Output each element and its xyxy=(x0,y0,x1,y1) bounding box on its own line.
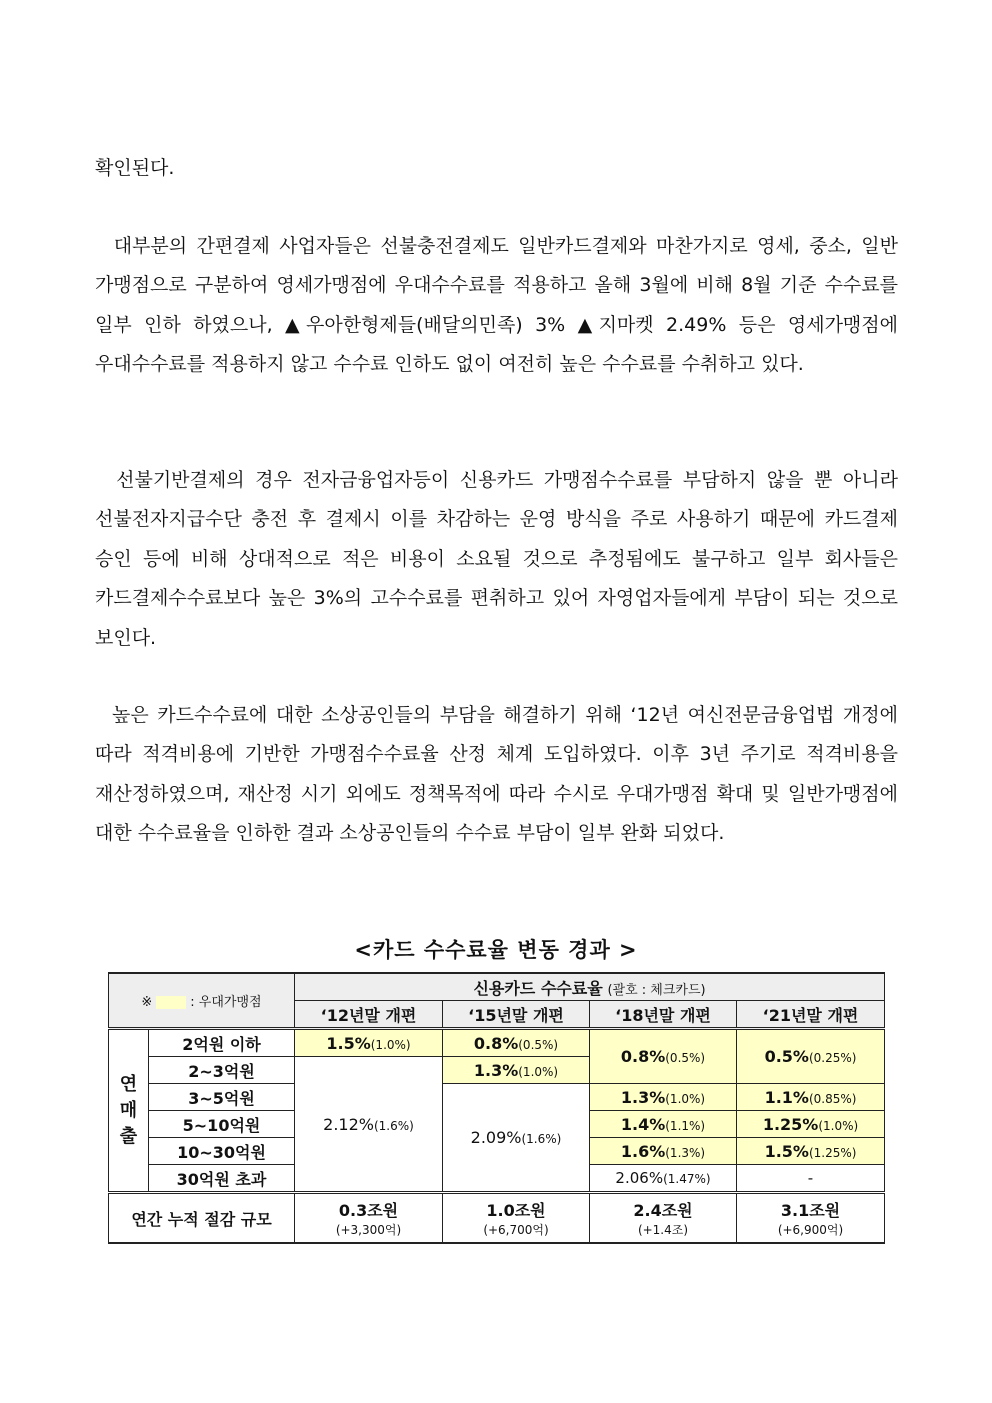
table-cell: 2.06%(1.47%) xyxy=(590,1165,737,1193)
table-cell: 1.4%(1.1%) xyxy=(590,1111,737,1138)
legend-label: : 우대가맹점 xyxy=(190,995,262,1010)
table-cell: 0.5%(0.25%) xyxy=(737,1029,885,1084)
table-cell: 1.5%(1.0%) xyxy=(295,1029,443,1057)
savings-cell: 2.4조원 (+1.4조) xyxy=(590,1193,737,1244)
table-cell: 1.5%(1.25%) xyxy=(737,1138,885,1165)
legend-mark: ※ xyxy=(141,995,153,1010)
table-cell: 1.6%(1.3%) xyxy=(590,1138,737,1165)
table-cell: 1.3%(1.0%) xyxy=(590,1084,737,1111)
savings-cell: 0.3조원 (+3,300억) xyxy=(295,1193,443,1244)
table-cell: 1.1%(0.85%) xyxy=(737,1084,885,1111)
paragraph-2-text: 선불기반결제의 경우 전자금융업자등이 신용카드 가맹점수수료를 부담하지 않을 뿐 아니라 선불전자지급수단 충전 후 결제시 이를 차감하는 운영 방식을 주로 사용하기 때문에 카드결제 승인 등에 비해 상대적으로 적은 비용이 소요될 것으로 추정됨에도 불구하고 일부 회사들은 카드결제수수료보다 높은 3%의 고수수료를 편취하고 있어 자영업자들에게 부담이 되는 것으로 보인다. xyxy=(95,469,898,649)
paragraph-2 xyxy=(95,461,898,658)
legend-swatch xyxy=(156,996,186,1009)
group-label-revenue xyxy=(109,1029,149,1193)
header-main: 신용카드 수수료율 xyxy=(473,978,603,998)
table-cell: - xyxy=(737,1165,885,1193)
row-label: 30억원 초과 xyxy=(149,1165,295,1193)
fee-rate-table xyxy=(108,972,885,1244)
table-cell: 0.8%(0.5%) xyxy=(590,1029,737,1084)
row-label: 5~10억원 xyxy=(149,1111,295,1138)
period-header: ‘12년말 개편 xyxy=(295,1001,443,1029)
row-label: 2~3억원 xyxy=(149,1057,295,1084)
paragraph-1-text: 대부분의 간편결제 사업자들은 선불충전결제도 일반카드결제와 마찬가지로 영세, 중소, 일반 가맹점으로 구분하여 영세가맹점에 우대수수료를 적용하고 올해 3월에 비해 8월 기준 수수료를 일부 인하 하였으나, ▲우아한형제들(배달의민족) 3% ▲지마켓 2.49% 등은 영세가맹점에 우대수수료를 적용하지 않고 수수료 인하도 없이 여전히 높은 수수료를 수취하고 있다. xyxy=(95,235,898,376)
savings-cell: 3.1조원 (+6,900억) xyxy=(737,1193,885,1244)
table-cell: 1.25%(1.0%) xyxy=(737,1111,885,1138)
group-char: 매 xyxy=(119,1099,138,1121)
period-header: ‘15년말 개편 xyxy=(443,1001,590,1029)
header-note: (괄호 : 체크카드) xyxy=(607,982,706,998)
table-cell: 2.12%(1.6%) xyxy=(295,1057,443,1193)
period-header: ‘18년말 개편 xyxy=(590,1001,737,1029)
table-cell: 0.8%(0.5%) xyxy=(443,1029,590,1057)
savings-cell: 1.0조원 (+6,700억) xyxy=(443,1193,590,1244)
header-credit-card xyxy=(295,973,885,1001)
row-label: 10~30억원 xyxy=(149,1138,295,1165)
group-char: 출 xyxy=(119,1125,138,1147)
lead-text: 확인된다. xyxy=(95,157,175,179)
table-title: <카드 수수료율 변동 경과 > xyxy=(354,938,638,962)
period-header: ‘21년말 개편 xyxy=(737,1001,885,1029)
table-cell: 1.3%(1.0%) xyxy=(443,1057,590,1084)
savings-label: 연간 누적 절감 규모 xyxy=(109,1193,295,1244)
group-char: 연 xyxy=(119,1073,138,1095)
paragraph-3 xyxy=(95,696,898,854)
paragraph-1 xyxy=(95,227,898,385)
row-label: 3~5억원 xyxy=(149,1084,295,1111)
paragraph-3-text: 높은 카드수수료에 대한 소상공인들의 부담을 해결하기 위해 ‘12년 여신전문금융업법 개정에 따라 적격비용에 기반한 가맹점수수료율 산정 체계 도입하였다. 이후 3년 주기로 적격비용을 재산정하였으며, 재산정 시기 외에도 정책목적에 따라 수시로 우대가맹점 확대 및 일반가맹점에 대한 수수료율을 인하한 결과 소상공인들의 수수료 부담이 일부 완화 되었다. xyxy=(95,704,898,845)
legend-cell xyxy=(109,973,295,1029)
table-cell: 2.09%(1.6%) xyxy=(443,1084,590,1193)
row-label: 2억원 이하 xyxy=(149,1029,295,1057)
